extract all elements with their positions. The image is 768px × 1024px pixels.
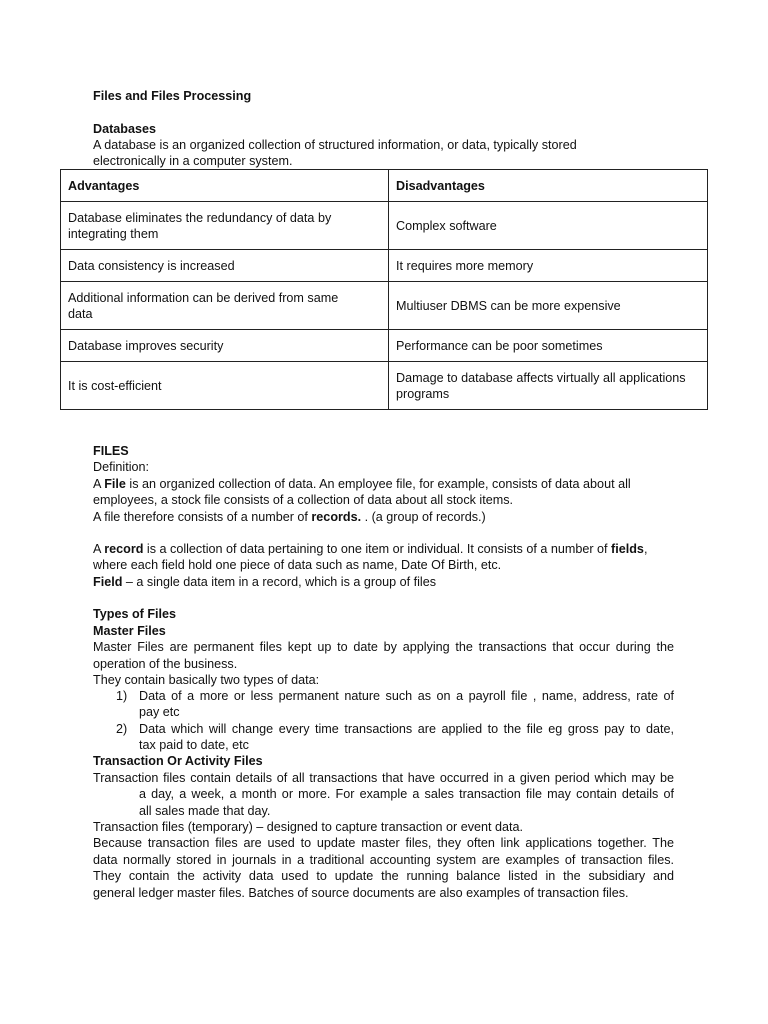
advantage-cell: It is cost-efficient (61, 362, 389, 410)
list-number: 1) (116, 689, 128, 703)
transaction-line-3: all sales made that day. (139, 804, 271, 818)
disadvantage-cell: Performance can be poor sometimes (389, 330, 708, 362)
disadvantage-cell: Damage to database affects virtually all applications programs (389, 362, 708, 410)
record-definition-line-2: where each field hold one piece of data such as name, Date Of Birth, etc. (93, 558, 502, 572)
databases-heading: Databases (93, 122, 157, 136)
header-disadvantages: Disadvantages (389, 170, 708, 202)
list-item-2-line-1: Data which will change every time transactions are applied to the file eg gross pay to date, (139, 722, 674, 736)
disadvantage-cell: Complex software (389, 202, 708, 250)
master-files-line-2: operation of the business. (93, 657, 238, 671)
list-item-1-line-2: pay etc (139, 705, 180, 719)
table-row (61, 250, 708, 282)
advantages-disadvantages-table (60, 169, 708, 410)
master-files-heading: Master Files (93, 624, 166, 638)
table-row (61, 282, 708, 330)
temporary-files-line: Transaction files (temporary) – designed to capture transaction or event data. (93, 820, 524, 834)
disadvantage-cell: Multiuser DBMS can be more expensive (389, 282, 708, 330)
because-line-2: data normally stored in journals in a traditional accounting system are examples of transaction files. (93, 853, 674, 867)
list-item-1-line-1: Data of a more or less permanent nature such as on a payroll file , name, address, rate of (139, 689, 674, 703)
record-definition-line-1: A record is a collection of data pertaining to one item or individual. It consists of a number of fields, (93, 542, 648, 556)
databases-intro-line-2: electronically in a computer system. (93, 154, 293, 168)
advantage-cell: Database improves security (61, 330, 389, 362)
table-row (61, 202, 708, 250)
document-title: Files and Files Processing (93, 89, 252, 103)
databases-intro-line-1: A database is an organized collection of structured information, or data, typically stored (93, 138, 577, 152)
types-of-files-heading: Types of Files (93, 607, 177, 621)
file-definition-line-2: employees, a stock file consists of a collection of data about all stock items. (93, 493, 513, 507)
field-definition: Field – a single data item in a record, which is a group of files (93, 575, 436, 589)
transaction-line-1: Transaction files contain details of all transactions that have occurred in a given period which may be (93, 771, 674, 785)
header-advantages: Advantages (61, 170, 389, 202)
advantage-cell: Additional information can be derived from same data (61, 282, 389, 330)
files-heading: FILES (93, 444, 129, 458)
because-line-1: Because transaction files are used to update master files, they often link applications together. The (93, 836, 674, 850)
because-line-4: general ledger master files. Batches of source documents are also examples of transaction files. (93, 886, 629, 900)
transaction-files-heading: Transaction Or Activity Files (93, 754, 263, 768)
disadvantage-cell: It requires more memory (389, 250, 708, 282)
because-line-3: They contain the activity data used to update the running balance listed in the subsidiary and (93, 869, 674, 883)
table-row (61, 362, 708, 410)
advantage-cell: Database eliminates the redundancy of data by integrating them (61, 202, 389, 250)
list-number: 2) (116, 722, 128, 736)
file-definition-line-1: A File is an organized collection of data. An employee file, for example, consists of data about all (93, 477, 631, 491)
definition-label: Definition: (93, 460, 150, 474)
master-files-line-1: Master Files are permanent files kept up to date by applying the transactions that occur during the (93, 640, 674, 654)
list-item-2-line-2: tax paid to date, etc (139, 738, 249, 752)
table-header-row (61, 170, 708, 202)
contain-types-line: They contain basically two types of data: (93, 673, 320, 687)
transaction-line-2: a day, a week, a month or more. For example a sales transaction file may contain details of (139, 787, 674, 801)
records-line: A file therefore consists of a number of records. . (a group of records.) (93, 510, 486, 524)
table-row (61, 330, 708, 362)
advantage-cell: Data consistency is increased (61, 250, 389, 282)
